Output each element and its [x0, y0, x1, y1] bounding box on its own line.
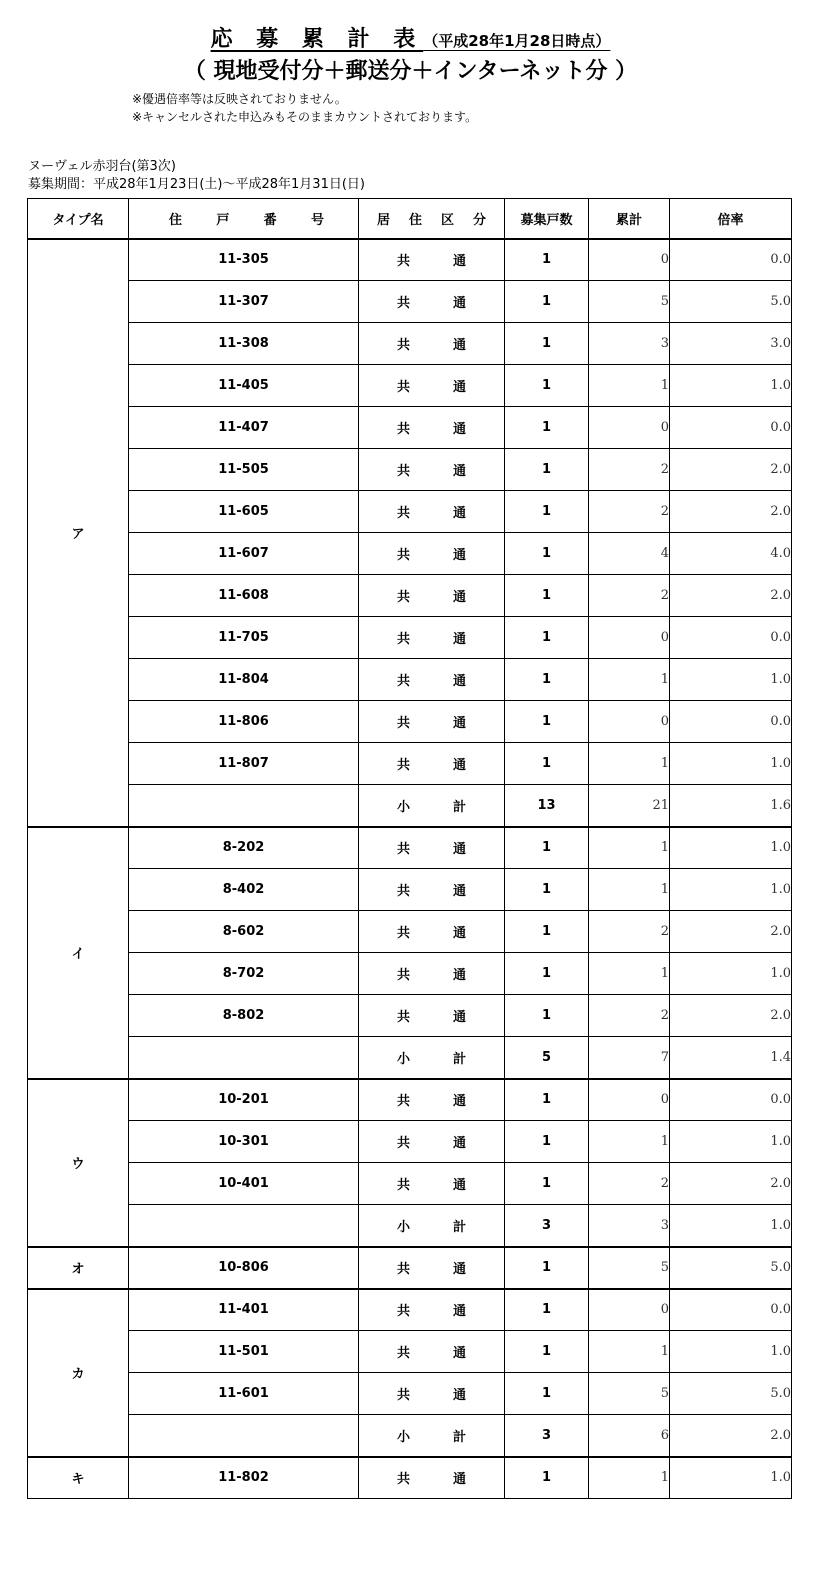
unit-number-cell: 11-308 — [129, 323, 359, 365]
note-1: ※優遇倍率等は反映されておりません。 — [132, 92, 347, 106]
total-cell: 2 — [589, 491, 670, 533]
unit-number-cell: 11-605 — [129, 491, 359, 533]
ratio-cell: 1.0 — [670, 1457, 792, 1499]
table-row — [28, 911, 792, 953]
subtotal-label — [359, 785, 505, 827]
header-category-part: 区 — [440, 212, 454, 228]
table-row — [28, 1331, 792, 1373]
ratio-cell: 0.0 — [670, 1079, 792, 1121]
count-cell: 1 — [505, 995, 589, 1037]
category-part: 共 — [397, 758, 411, 773]
table-row — [28, 1247, 792, 1289]
ratio-cell: 0.0 — [670, 407, 792, 449]
unit-number-cell: 11-608 — [129, 575, 359, 617]
unit-number-cell: 11-601 — [129, 1373, 359, 1415]
title-main: 応 募 累 計 表 — [210, 27, 424, 52]
subtotal-label-part: 計 — [452, 1219, 466, 1235]
category-part: 共 — [397, 464, 411, 479]
category-part: 通 — [452, 884, 466, 899]
category-part: 共 — [397, 1472, 411, 1488]
category-cell — [359, 365, 505, 407]
category-cell — [359, 953, 505, 995]
unit-number-cell: 8-802 — [129, 995, 359, 1037]
unit-number-cell — [129, 1037, 359, 1079]
count-cell: 1 — [505, 1247, 589, 1289]
subtotal-count-cell: 5 — [505, 1037, 589, 1079]
ratio-cell: 4.0 — [670, 533, 792, 575]
subtotal-total-cell: 21 — [589, 785, 670, 827]
category-cell — [359, 533, 505, 575]
subtotal-total-cell: 6 — [589, 1415, 670, 1457]
category-part: 共 — [397, 548, 411, 563]
category-cell — [359, 1121, 505, 1163]
category-part: 共 — [397, 842, 411, 858]
unit-number-cell: 11-405 — [129, 365, 359, 407]
unit-number-cell: 11-806 — [129, 701, 359, 743]
table-row — [28, 827, 792, 869]
table-row — [28, 617, 792, 659]
subtotal-label — [359, 1415, 505, 1457]
title-date: （平成28年1月28日時点） — [423, 32, 611, 50]
page-title — [0, 22, 821, 53]
table-row — [28, 869, 792, 911]
count-cell: 1 — [505, 491, 589, 533]
header-category-part: 住 — [408, 212, 422, 228]
total-cell: 2 — [589, 449, 670, 491]
ratio-cell: 5.0 — [670, 281, 792, 323]
unit-number-cell: 10-301 — [129, 1121, 359, 1163]
category-part: 通 — [452, 842, 466, 858]
category-cell — [359, 1331, 505, 1373]
category-part: 通 — [452, 1136, 466, 1151]
unit-number-cell: 11-505 — [129, 449, 359, 491]
category-cell — [359, 575, 505, 617]
subtotal-total-cell: 7 — [589, 1037, 670, 1079]
subtotal-count-cell: 13 — [505, 785, 589, 827]
ratio-cell: 1.0 — [670, 827, 792, 869]
total-cell: 5 — [589, 1373, 670, 1415]
ratio-cell: 5.0 — [670, 1373, 792, 1415]
category-cell — [359, 1163, 505, 1205]
category-part: 通 — [452, 674, 466, 689]
total-cell: 0 — [589, 701, 670, 743]
unit-number-cell: 8-702 — [129, 953, 359, 995]
table-row — [28, 407, 792, 449]
total-cell: 0 — [589, 1289, 670, 1331]
total-cell: 2 — [589, 1163, 670, 1205]
total-cell: 1 — [589, 743, 670, 785]
ratio-cell: 2.0 — [670, 1163, 792, 1205]
category-part: 通 — [452, 548, 466, 563]
unit-number-cell: 11-802 — [129, 1457, 359, 1499]
ratio-cell: 1.0 — [670, 869, 792, 911]
category-part: 通 — [452, 1010, 466, 1025]
subtotal-ratio-cell: 1.6 — [670, 785, 792, 827]
header-unit-part: 号 — [310, 212, 324, 228]
count-cell: 1 — [505, 1289, 589, 1331]
category-part: 共 — [397, 1304, 411, 1320]
table-body — [28, 239, 792, 1499]
header-category-part: 居 — [377, 212, 391, 228]
header-count: 募集戸数 — [505, 199, 589, 239]
ratio-cell: 3.0 — [670, 323, 792, 365]
total-cell: 5 — [589, 1247, 670, 1289]
total-cell: 1 — [589, 1121, 670, 1163]
category-cell — [359, 869, 505, 911]
category-part: 共 — [397, 1346, 411, 1361]
count-cell: 1 — [505, 1079, 589, 1121]
table-row — [28, 743, 792, 785]
category-part: 共 — [397, 716, 411, 731]
table-row — [28, 1163, 792, 1205]
subtotal-row — [28, 1205, 792, 1247]
header-unit — [129, 199, 359, 239]
category-part: 通 — [452, 590, 466, 605]
table-row — [28, 1373, 792, 1415]
category-cell — [359, 239, 505, 281]
category-cell — [359, 1247, 505, 1289]
count-cell: 1 — [505, 701, 589, 743]
category-part: 共 — [397, 254, 411, 270]
header-unit-part: 戸 — [216, 212, 230, 228]
count-cell: 1 — [505, 1121, 589, 1163]
subtotal-ratio-cell: 1.4 — [670, 1037, 792, 1079]
total-cell: 1 — [589, 1457, 670, 1499]
category-part: 共 — [397, 926, 411, 941]
total-cell: 4 — [589, 533, 670, 575]
unit-number-cell: 8-602 — [129, 911, 359, 953]
category-cell — [359, 743, 505, 785]
subtotal-row — [28, 1415, 792, 1457]
header-total: 累計 — [589, 199, 670, 239]
ratio-cell: 2.0 — [670, 995, 792, 1037]
subtotal-label — [359, 1205, 505, 1247]
count-cell: 1 — [505, 911, 589, 953]
subtotal-count-cell: 3 — [505, 1205, 589, 1247]
category-part: 共 — [397, 296, 411, 311]
subtotal-row — [28, 1037, 792, 1079]
category-part: 通 — [452, 1094, 466, 1110]
category-part: 共 — [397, 506, 411, 521]
unit-number-cell: 8-402 — [129, 869, 359, 911]
table-row — [28, 533, 792, 575]
type-cell: キ — [28, 1457, 129, 1499]
category-cell — [359, 995, 505, 1037]
count-cell: 1 — [505, 533, 589, 575]
count-cell: 1 — [505, 1331, 589, 1373]
page-subtitle: （ 現地受付分＋郵送分＋インターネット分 ） — [183, 59, 638, 84]
category-cell — [359, 1373, 505, 1415]
unit-number-cell: 11-407 — [129, 407, 359, 449]
count-cell: 1 — [505, 743, 589, 785]
table-row — [28, 449, 792, 491]
ratio-cell: 0.0 — [670, 239, 792, 281]
note-2: ※キャンセルされた申込みもそのままカウントされております。 — [132, 110, 478, 124]
count-cell: 1 — [505, 1163, 589, 1205]
category-cell — [359, 1079, 505, 1121]
category-cell — [359, 1289, 505, 1331]
category-part: 共 — [397, 590, 411, 605]
category-cell — [359, 491, 505, 533]
ratio-cell: 1.0 — [670, 1331, 792, 1373]
category-part: 通 — [452, 716, 466, 731]
ratio-cell: 2.0 — [670, 491, 792, 533]
category-part: 通 — [452, 296, 466, 311]
property-info — [28, 158, 365, 194]
ratio-cell: 1.0 — [670, 365, 792, 407]
total-cell: 2 — [589, 995, 670, 1037]
unit-number-cell — [129, 1205, 359, 1247]
type-cell: ウ — [28, 1079, 129, 1247]
category-part: 通 — [452, 758, 466, 773]
total-cell: 1 — [589, 953, 670, 995]
category-part: 共 — [397, 422, 411, 437]
notes — [132, 90, 477, 126]
unit-number-cell: 8-202 — [129, 827, 359, 869]
category-part: 通 — [452, 1178, 466, 1193]
category-part: 通 — [452, 1346, 466, 1361]
category-part: 共 — [397, 338, 411, 353]
category-part: 通 — [452, 632, 466, 647]
unit-number-cell: 11-307 — [129, 281, 359, 323]
total-cell: 0 — [589, 1079, 670, 1121]
total-cell: 2 — [589, 575, 670, 617]
total-cell: 1 — [589, 1331, 670, 1373]
unit-number-cell: 11-607 — [129, 533, 359, 575]
unit-number-cell: 11-804 — [129, 659, 359, 701]
total-cell: 1 — [589, 827, 670, 869]
ratio-cell: 1.0 — [670, 1121, 792, 1163]
header-category-part: 分 — [472, 212, 486, 228]
type-cell: オ — [28, 1247, 129, 1289]
table-row — [28, 995, 792, 1037]
unit-number-cell: 10-201 — [129, 1079, 359, 1121]
count-cell: 1 — [505, 281, 589, 323]
total-cell: 0 — [589, 617, 670, 659]
category-cell — [359, 617, 505, 659]
subtotal-label-part: 計 — [452, 799, 466, 815]
count-cell: 1 — [505, 953, 589, 995]
category-cell — [359, 827, 505, 869]
ratio-cell: 2.0 — [670, 449, 792, 491]
total-cell: 1 — [589, 365, 670, 407]
table-row — [28, 323, 792, 365]
category-part: 通 — [452, 1388, 466, 1403]
subtotal-label-part: 小 — [397, 1051, 411, 1067]
type-cell: イ — [28, 827, 129, 1079]
category-cell — [359, 1457, 505, 1499]
category-part: 共 — [397, 968, 411, 983]
category-part: 共 — [397, 1136, 411, 1151]
table-row — [28, 1289, 792, 1331]
unit-number-cell: 10-806 — [129, 1247, 359, 1289]
subtotal-label-part: 計 — [452, 1429, 466, 1445]
table-row — [28, 281, 792, 323]
count-cell: 1 — [505, 239, 589, 281]
ratio-cell: 0.0 — [670, 1289, 792, 1331]
ratio-cell: 1.0 — [670, 743, 792, 785]
ratio-cell: 1.0 — [670, 659, 792, 701]
ratio-cell: 2.0 — [670, 575, 792, 617]
total-cell: 0 — [589, 239, 670, 281]
category-part: 通 — [452, 1472, 466, 1488]
category-part: 共 — [397, 1262, 411, 1277]
count-cell: 1 — [505, 617, 589, 659]
category-part: 通 — [452, 926, 466, 941]
total-cell: 1 — [589, 869, 670, 911]
subtotal-count-cell: 3 — [505, 1415, 589, 1457]
table-row — [28, 365, 792, 407]
table-row — [28, 953, 792, 995]
subtotal-label-part: 小 — [397, 799, 411, 815]
category-part: 通 — [452, 380, 466, 395]
category-part: 通 — [452, 338, 466, 353]
count-cell: 1 — [505, 449, 589, 491]
subtotal-ratio-cell: 2.0 — [670, 1415, 792, 1457]
subtotal-label — [359, 1037, 505, 1079]
unit-number-cell: 11-305 — [129, 239, 359, 281]
category-cell — [359, 449, 505, 491]
header-unit-part: 番 — [263, 212, 277, 228]
unit-number-cell: 10-401 — [129, 1163, 359, 1205]
category-cell — [359, 323, 505, 365]
header-unit-part: 住 — [169, 212, 183, 228]
category-part: 通 — [452, 1262, 466, 1277]
ratio-cell: 5.0 — [670, 1247, 792, 1289]
table-row — [28, 1457, 792, 1499]
category-part: 共 — [397, 632, 411, 647]
count-cell: 1 — [505, 1457, 589, 1499]
ratio-cell: 2.0 — [670, 911, 792, 953]
count-cell: 1 — [505, 323, 589, 365]
header-ratio: 倍率 — [670, 199, 792, 239]
category-part: 共 — [397, 1010, 411, 1025]
subtotal-row — [28, 785, 792, 827]
total-cell: 2 — [589, 911, 670, 953]
table-row — [28, 1079, 792, 1121]
application-table — [27, 198, 792, 1499]
count-cell: 1 — [505, 575, 589, 617]
total-cell: 1 — [589, 659, 670, 701]
unit-number-cell: 11-501 — [129, 1331, 359, 1373]
table-row — [28, 575, 792, 617]
category-part: 通 — [452, 254, 466, 270]
unit-number-cell: 11-807 — [129, 743, 359, 785]
ratio-cell: 1.0 — [670, 953, 792, 995]
count-cell: 1 — [505, 827, 589, 869]
count-cell: 1 — [505, 869, 589, 911]
category-part: 共 — [397, 380, 411, 395]
count-cell: 1 — [505, 659, 589, 701]
table-row — [28, 239, 792, 281]
total-cell: 0 — [589, 407, 670, 449]
unit-number-cell: 11-401 — [129, 1289, 359, 1331]
category-part: 通 — [452, 506, 466, 521]
header-category — [359, 199, 505, 239]
count-cell: 1 — [505, 407, 589, 449]
category-cell — [359, 281, 505, 323]
ratio-cell: 0.0 — [670, 701, 792, 743]
type-cell: カ — [28, 1289, 129, 1457]
header-type: タイプ名 — [28, 199, 129, 239]
table-row — [28, 659, 792, 701]
subtotal-label-part: 小 — [397, 1219, 411, 1235]
category-part: 通 — [452, 1304, 466, 1320]
category-part: 共 — [397, 674, 411, 689]
table-row — [28, 1121, 792, 1163]
category-part: 共 — [397, 884, 411, 899]
unit-number-cell — [129, 785, 359, 827]
subtotal-total-cell: 3 — [589, 1205, 670, 1247]
category-part: 共 — [397, 1178, 411, 1193]
table-row — [28, 491, 792, 533]
unit-number-cell: 11-705 — [129, 617, 359, 659]
category-part: 共 — [397, 1094, 411, 1110]
type-cell: ア — [28, 239, 129, 827]
application-period: 募集期間：平成28年1月23日(土)～平成28年1月31日(日) — [28, 177, 365, 192]
category-cell — [359, 911, 505, 953]
category-part: 通 — [452, 968, 466, 983]
count-cell: 1 — [505, 365, 589, 407]
subtotal-ratio-cell: 1.0 — [670, 1205, 792, 1247]
ratio-cell: 0.0 — [670, 617, 792, 659]
total-cell: 3 — [589, 323, 670, 365]
table-header-row — [28, 199, 792, 239]
category-cell — [359, 701, 505, 743]
category-part: 共 — [397, 1388, 411, 1403]
category-cell — [359, 659, 505, 701]
category-part: 通 — [452, 464, 466, 479]
table-row — [28, 701, 792, 743]
subtotal-label-part: 小 — [397, 1429, 411, 1445]
subtotal-label-part: 計 — [452, 1051, 466, 1067]
count-cell: 1 — [505, 1373, 589, 1415]
category-part: 通 — [452, 422, 466, 437]
property-name: ヌーヴェル赤羽台(第3次) — [28, 159, 176, 174]
total-cell: 5 — [589, 281, 670, 323]
unit-number-cell — [129, 1415, 359, 1457]
category-cell — [359, 407, 505, 449]
